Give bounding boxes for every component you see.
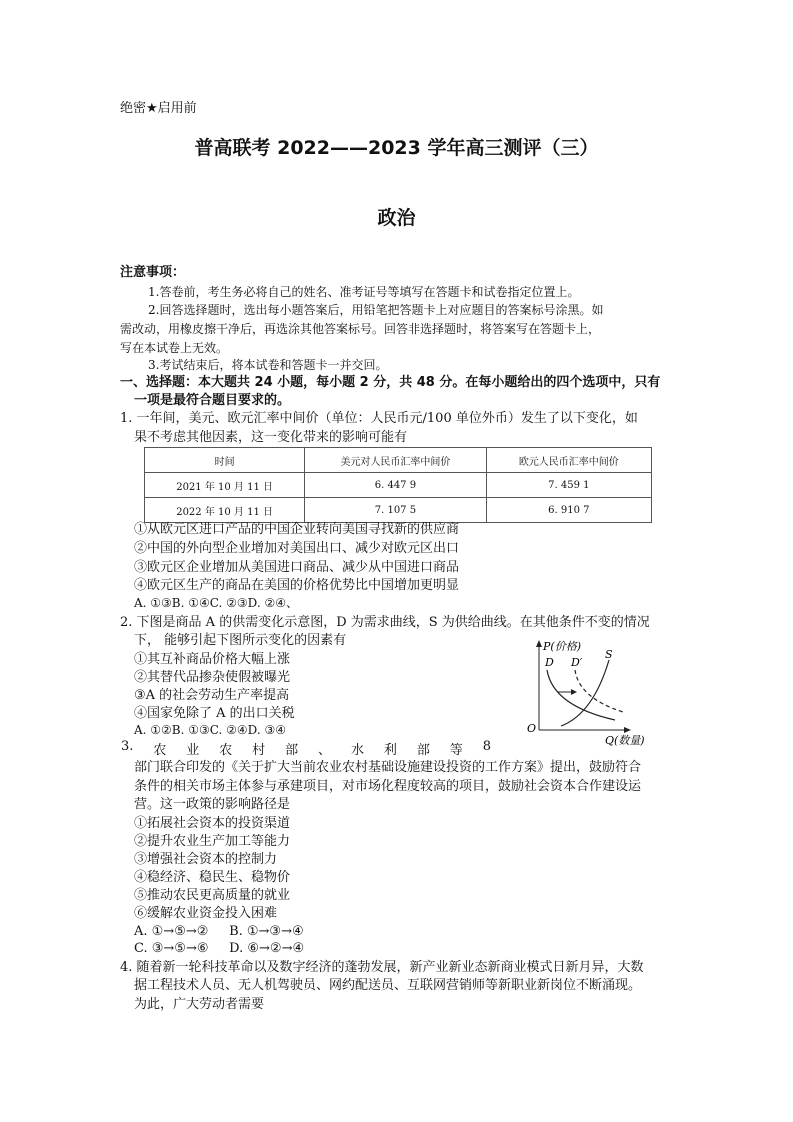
question-2-option: ①其互补商品价格大幅上涨 [134,652,291,667]
supply-demand-graph [527,636,677,748]
question-3-option: ③增强社会资本的控制力 [134,852,278,867]
question-3-option: ⑥缓解农业资金投入困难 [134,906,278,921]
question-3-char: 3. [121,739,134,754]
question-1-option: ②中国的外向型企业增加对美国出口、减少对欧元区出口 [134,541,460,556]
demand-curve-d-prime [575,670,623,712]
notes-item-2: 2.回答选择题时，选出每小题答案后，用铅笔把答题卡上对应题目的答案标号涂黑。如 [148,303,604,317]
question-3-char: 、 [318,743,332,758]
notes-item-1: 1.答卷前，考生务必将自己的姓名、准考证号等填写在答题卡和试卷指定位置上。 [148,285,580,299]
question-2-option: ④国家免除了 A 的出口关税 [134,706,295,721]
question-3-char: 农 [153,743,167,758]
table-cell: 2022 年 10 月 11 日 [145,498,305,523]
y-axis-arrow-icon [536,640,542,647]
notes-item-2-cont: 写在本试卷上无效。 [120,341,229,355]
question-1-answers: A. ①③B. ①④C. ②③D. ②④、 [134,596,299,610]
table-header-cell: 时间 [145,448,305,473]
question-3-char: 村 [252,743,266,758]
question-3-option: ⑤推动农民更高质量的就业 [134,888,291,903]
secret-label: 绝密★启用前 [120,101,197,116]
table-cell: 7. 459 1 [486,473,651,498]
question-3-char: 业 [186,743,200,758]
question-2-answers: A. ①②B. ①③C. ②④D. ③④ [134,723,287,737]
x-axis-arrow-icon [624,727,631,733]
question-1-option: ③欧元区企业增加从美国进口商品、减少从中国进口商品 [134,560,460,575]
question-3-char: 部 [416,743,430,758]
demand-label: D [545,656,554,669]
question-4-stem: 4. 随着新一轮科技革命以及数字经济的蓬勃发展，新产业新业态新商业模式日新月异，大数 [120,960,644,975]
table-cell: 6. 910 7 [486,498,651,523]
notes-item-2-cont: 需改动，用橡皮擦干净后，再选涂其他答案标号。回答非选择题时，将答案写在答题卡上， [120,322,601,336]
question-1-stem: 1. 一年间，美元、欧元汇率中间价（单位：人民币元/100 单位外币）发生了以下变化，如 [120,411,638,426]
question-2-stem-cont: 下， 能够引起下图所示变化的因素有 [134,633,347,648]
question-3-option: ④稳经济、稳民生、稳物价 [134,870,291,885]
question-3-char: 部 [285,743,299,758]
table-row [145,498,652,523]
shift-arrow-icon [571,689,577,695]
table-header-cell: 欧元人民币汇率中间价 [486,448,651,473]
question-3-stem-cont: 条件的相关市场主体参与承建项目，对市场化程度较高的项目，鼓励社会资本合作建设运 [134,779,642,794]
notes-heading: 注意事项： [120,265,186,280]
table-cell: 7. 107 5 [305,498,486,523]
question-3-option: ②提升农业生产加工等能力 [134,834,291,849]
table-cell: 6. 447 9 [305,473,486,498]
subject-title: 政治 [377,207,416,229]
table-header-cell: 美元对人民币汇率中间价 [305,448,486,473]
section-heading-cont: 一项是最符合题目要求的。 [134,393,291,408]
question-1-option: ④欧元区生产的商品在美国的价格优势比中国增加更明显 [134,578,460,593]
question-3-stem-cont: 营。这一政策的影响路径是 [134,797,291,812]
question-3-stem [121,739,491,758]
question-3-stem-cont: 部门联合印发的《关于扩大当前农业农村基础设施建设投资的工作方案》提出，鼓励符合 [134,760,642,775]
notes-item-3: 3.考试结束后，将本试卷和答题卡一并交回。 [148,358,388,372]
question-2-option: ②其替代品掺杂使假被曝光 [134,670,291,685]
y-axis-label: P(价格) [543,640,581,653]
exchange-rate-table [144,447,652,523]
question-2-option: ③A 的社会劳动生产率提高 [134,688,290,703]
question-3-char: 农 [219,743,233,758]
origin-label: O [527,722,537,735]
section-heading: 一、选择题：本大题共 24 小题，每小题 2 分，共 48 分。在每小题给出的四个选项中，只有 [120,375,661,390]
question-3-char: 8 [482,739,491,754]
table-row [145,473,652,498]
question-4-stem-cont: 为此，广大劳动者需要 [134,997,265,1012]
question-3-answers-cd: C. ③→⑤→⑥ D. ⑥→②→④ [134,941,305,956]
supply-label: S [605,648,613,661]
question-3-answers-ab: A. ①→⑤→② B. ①→③→④ [134,924,304,939]
table-header-row [145,448,652,473]
question-3-char: 水 [350,743,364,758]
question-3-char: 等 [449,743,463,758]
question-1-stem-cont: 果不考虑其他因素，这一变化带来的影响可能有 [134,430,408,445]
question-1-option: ①从欧元区进口产品的中国企业转向美国寻找新的供应商 [134,522,460,537]
x-axis-label: Q(数量) [605,734,645,747]
demand-prime-label: D′ [571,656,583,669]
question-4-stem-cont: 据工程技术人员、无人机驾驶员、网约配送员、互联网营销师等新职业新岗位不断涌现。 [134,978,642,993]
question-3-option: ①拓展社会资本的投资渠道 [134,816,291,831]
table-cell: 2021 年 10 月 11 日 [145,473,305,498]
question-2-stem: 2. 下图是商品 A 的供需变化示意图，D 为需求曲线，S 为供给曲线。在其他条件不变的情况 [120,615,650,630]
exam-title: 普高联考 2022——2023 学年高三测评（三） [194,137,599,159]
question-3-char: 利 [383,743,397,758]
